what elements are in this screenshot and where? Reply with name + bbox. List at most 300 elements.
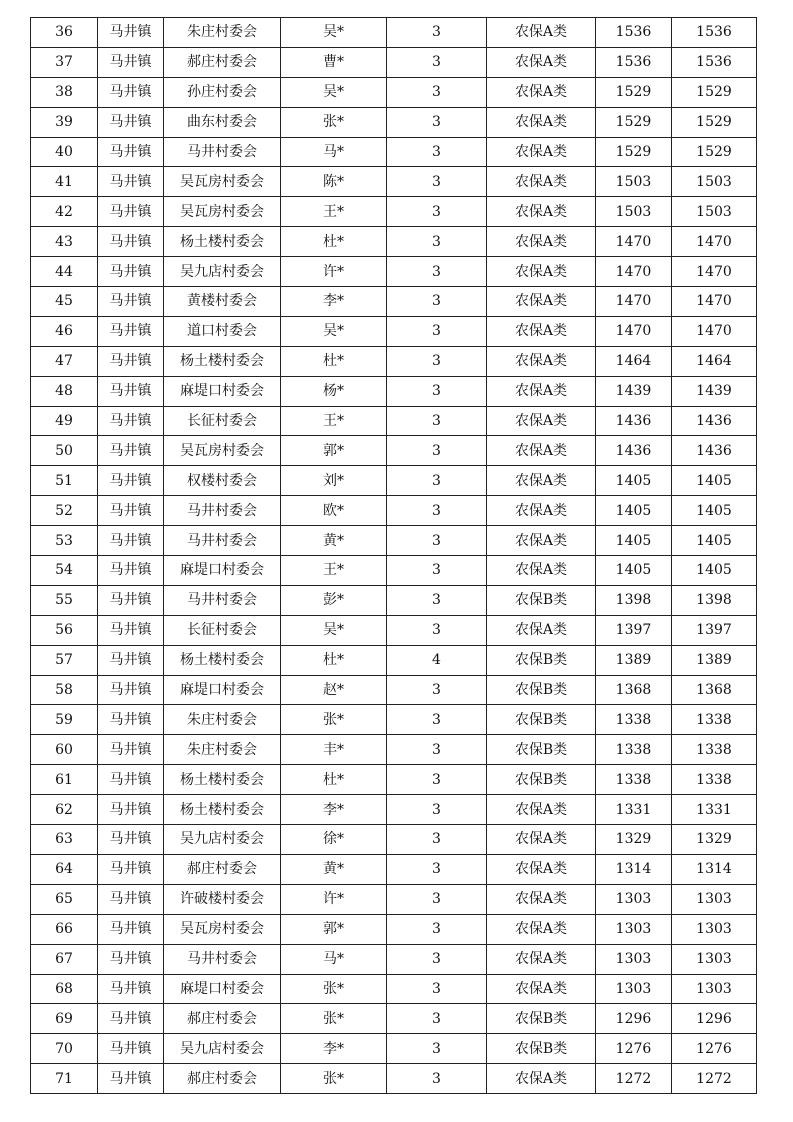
amount-cell: 1439: [596, 376, 672, 406]
town-cell: 马井镇: [98, 854, 164, 884]
table-row: [31, 675, 757, 705]
insurance-category-cell: 农保A类: [487, 556, 596, 586]
total-amount-cell: 1405: [672, 466, 757, 496]
insurance-category-cell: 农保A类: [487, 376, 596, 406]
town-cell: 马井镇: [98, 18, 164, 48]
row-number-cell: 49: [31, 406, 98, 436]
village-committee-cell: 朱庄村委会: [164, 18, 281, 48]
amount-cell: 1536: [596, 18, 672, 48]
total-amount-cell: 1368: [672, 675, 757, 705]
row-number-cell: 58: [31, 675, 98, 705]
total-amount-cell: 1398: [672, 585, 757, 615]
village-committee-cell: 马井村委会: [164, 944, 281, 974]
table-row: [31, 974, 757, 1004]
table-row: [31, 526, 757, 556]
amount-cell: 1503: [596, 197, 672, 227]
table-row: [31, 765, 757, 795]
count-cell: 3: [387, 526, 487, 556]
total-amount-cell: 1303: [672, 944, 757, 974]
row-number-cell: 67: [31, 944, 98, 974]
total-amount-cell: 1338: [672, 735, 757, 765]
count-cell: 3: [387, 1064, 487, 1094]
insurance-category-cell: 农保B类: [487, 585, 596, 615]
village-committee-cell: 麻堤口村委会: [164, 556, 281, 586]
amount-cell: 1405: [596, 466, 672, 496]
town-cell: 马井镇: [98, 167, 164, 197]
count-cell: 3: [387, 1004, 487, 1034]
amount-cell: 1389: [596, 645, 672, 675]
town-cell: 马井镇: [98, 974, 164, 1004]
town-cell: 马井镇: [98, 735, 164, 765]
row-number-cell: 44: [31, 257, 98, 287]
row-number-cell: 42: [31, 197, 98, 227]
total-amount-cell: 1303: [672, 974, 757, 1004]
insurance-category-cell: 农保A类: [487, 107, 596, 137]
total-amount-cell: 1331: [672, 795, 757, 825]
table-row: [31, 705, 757, 735]
insurance-category-cell: 农保A类: [487, 974, 596, 1004]
count-cell: 3: [387, 615, 487, 645]
total-amount-cell: 1296: [672, 1004, 757, 1034]
village-committee-cell: 麻堤口村委会: [164, 376, 281, 406]
count-cell: 3: [387, 287, 487, 317]
row-number-cell: 43: [31, 227, 98, 257]
town-cell: 马井镇: [98, 406, 164, 436]
amount-cell: 1436: [596, 406, 672, 436]
amount-cell: 1303: [596, 914, 672, 944]
village-committee-cell: 道口村委会: [164, 316, 281, 346]
row-number-cell: 39: [31, 107, 98, 137]
count-cell: 3: [387, 556, 487, 586]
total-amount-cell: 1405: [672, 526, 757, 556]
total-amount-cell: 1303: [672, 914, 757, 944]
count-cell: 3: [387, 316, 487, 346]
total-amount-cell: 1470: [672, 287, 757, 317]
row-number-cell: 52: [31, 496, 98, 526]
insurance-category-cell: 农保A类: [487, 316, 596, 346]
amount-cell: 1503: [596, 167, 672, 197]
village-committee-cell: 曲东村委会: [164, 107, 281, 137]
insurance-category-cell: 农保A类: [487, 287, 596, 317]
name-cell: 黄*: [281, 854, 387, 884]
name-cell: 吴*: [281, 77, 387, 107]
amount-cell: 1470: [596, 316, 672, 346]
insurance-category-cell: 农保A类: [487, 18, 596, 48]
village-committee-cell: 杨土楼村委会: [164, 795, 281, 825]
town-cell: 马井镇: [98, 914, 164, 944]
name-cell: 刘*: [281, 466, 387, 496]
amount-cell: 1397: [596, 615, 672, 645]
town-cell: 马井镇: [98, 765, 164, 795]
total-amount-cell: 1439: [672, 376, 757, 406]
table-row: [31, 18, 757, 48]
name-cell: 马*: [281, 137, 387, 167]
table-row: [31, 346, 757, 376]
village-committee-cell: 吴九店村委会: [164, 825, 281, 855]
town-cell: 马井镇: [98, 346, 164, 376]
village-committee-cell: 吴瓦房村委会: [164, 914, 281, 944]
village-committee-cell: 郝庄村委会: [164, 1004, 281, 1034]
total-amount-cell: 1338: [672, 765, 757, 795]
village-committee-cell: 黄楼村委会: [164, 287, 281, 317]
row-number-cell: 50: [31, 436, 98, 466]
total-amount-cell: 1405: [672, 556, 757, 586]
total-amount-cell: 1329: [672, 825, 757, 855]
count-cell: 3: [387, 765, 487, 795]
count-cell: 3: [387, 47, 487, 77]
row-number-cell: 56: [31, 615, 98, 645]
town-cell: 马井镇: [98, 884, 164, 914]
table-row: [31, 1034, 757, 1064]
amount-cell: 1329: [596, 825, 672, 855]
insurance-category-cell: 农保B类: [487, 735, 596, 765]
row-number-cell: 55: [31, 585, 98, 615]
amount-cell: 1529: [596, 77, 672, 107]
amount-cell: 1405: [596, 556, 672, 586]
insurance-category-cell: 农保A类: [487, 47, 596, 77]
amount-cell: 1368: [596, 675, 672, 705]
name-cell: 张*: [281, 974, 387, 1004]
insurance-category-cell: 农保A类: [487, 944, 596, 974]
table-row: [31, 556, 757, 586]
insurance-category-cell: 农保A类: [487, 137, 596, 167]
count-cell: 3: [387, 914, 487, 944]
amount-cell: 1470: [596, 287, 672, 317]
amount-cell: 1303: [596, 974, 672, 1004]
town-cell: 马井镇: [98, 257, 164, 287]
village-committee-cell: 吴九店村委会: [164, 257, 281, 287]
total-amount-cell: 1389: [672, 645, 757, 675]
town-cell: 马井镇: [98, 197, 164, 227]
name-cell: 陈*: [281, 167, 387, 197]
table-row: [31, 735, 757, 765]
total-amount-cell: 1536: [672, 18, 757, 48]
amount-cell: 1338: [596, 705, 672, 735]
village-committee-cell: 麻堤口村委会: [164, 974, 281, 1004]
row-number-cell: 70: [31, 1034, 98, 1064]
row-number-cell: 45: [31, 287, 98, 317]
count-cell: 3: [387, 257, 487, 287]
table-row: [31, 884, 757, 914]
town-cell: 马井镇: [98, 705, 164, 735]
table-row: [31, 615, 757, 645]
insurance-category-cell: 农保A类: [487, 436, 596, 466]
count-cell: 3: [387, 346, 487, 376]
town-cell: 马井镇: [98, 316, 164, 346]
row-number-cell: 61: [31, 765, 98, 795]
name-cell: 张*: [281, 1004, 387, 1034]
village-committee-cell: 杨土楼村委会: [164, 765, 281, 795]
name-cell: 马*: [281, 944, 387, 974]
village-committee-cell: 郝庄村委会: [164, 854, 281, 884]
village-committee-cell: 长征村委会: [164, 615, 281, 645]
amount-cell: 1314: [596, 854, 672, 884]
count-cell: 3: [387, 884, 487, 914]
amount-cell: 1405: [596, 526, 672, 556]
town-cell: 马井镇: [98, 825, 164, 855]
town-cell: 马井镇: [98, 795, 164, 825]
name-cell: 郭*: [281, 436, 387, 466]
row-number-cell: 71: [31, 1064, 98, 1094]
amount-cell: 1331: [596, 795, 672, 825]
insurance-category-cell: 农保B类: [487, 645, 596, 675]
count-cell: 3: [387, 585, 487, 615]
table-row: [31, 107, 757, 137]
table-row: [31, 1004, 757, 1034]
name-cell: 王*: [281, 197, 387, 227]
insurance-category-cell: 农保A类: [487, 1064, 596, 1094]
insurance-category-cell: 农保A类: [487, 466, 596, 496]
insurance-category-cell: 农保A类: [487, 227, 596, 257]
table-row: [31, 287, 757, 317]
town-cell: 马井镇: [98, 675, 164, 705]
count-cell: 3: [387, 974, 487, 1004]
amount-cell: 1529: [596, 107, 672, 137]
name-cell: 王*: [281, 556, 387, 586]
total-amount-cell: 1470: [672, 316, 757, 346]
row-number-cell: 62: [31, 795, 98, 825]
table-row: [31, 914, 757, 944]
roster-table: [30, 17, 757, 1094]
amount-cell: 1272: [596, 1064, 672, 1094]
row-number-cell: 60: [31, 735, 98, 765]
total-amount-cell: 1464: [672, 346, 757, 376]
insurance-category-cell: 农保A类: [487, 167, 596, 197]
village-committee-cell: 郝庄村委会: [164, 47, 281, 77]
table-row: [31, 466, 757, 496]
village-committee-cell: 杨土楼村委会: [164, 227, 281, 257]
amount-cell: 1464: [596, 346, 672, 376]
village-committee-cell: 长征村委会: [164, 406, 281, 436]
count-cell: 3: [387, 197, 487, 227]
amount-cell: 1303: [596, 944, 672, 974]
town-cell: 马井镇: [98, 107, 164, 137]
name-cell: 黄*: [281, 526, 387, 556]
village-committee-cell: 杨土楼村委会: [164, 346, 281, 376]
name-cell: 杜*: [281, 645, 387, 675]
name-cell: 徐*: [281, 825, 387, 855]
table-row: [31, 436, 757, 466]
name-cell: 张*: [281, 107, 387, 137]
row-number-cell: 66: [31, 914, 98, 944]
table-row: [31, 1064, 757, 1094]
row-number-cell: 46: [31, 316, 98, 346]
town-cell: 马井镇: [98, 556, 164, 586]
row-number-cell: 38: [31, 77, 98, 107]
village-committee-cell: 马井村委会: [164, 137, 281, 167]
table-row: [31, 645, 757, 675]
row-number-cell: 53: [31, 526, 98, 556]
row-number-cell: 40: [31, 137, 98, 167]
name-cell: 丰*: [281, 735, 387, 765]
count-cell: 3: [387, 1034, 487, 1064]
village-committee-cell: 孙庄村委会: [164, 77, 281, 107]
table-row: [31, 197, 757, 227]
amount-cell: 1338: [596, 735, 672, 765]
count-cell: 3: [387, 735, 487, 765]
count-cell: 3: [387, 825, 487, 855]
village-committee-cell: 吴瓦房村委会: [164, 197, 281, 227]
row-number-cell: 54: [31, 556, 98, 586]
total-amount-cell: 1529: [672, 107, 757, 137]
count-cell: 3: [387, 496, 487, 526]
insurance-category-cell: 农保A类: [487, 346, 596, 376]
count-cell: 3: [387, 227, 487, 257]
village-committee-cell: 马井村委会: [164, 526, 281, 556]
row-number-cell: 65: [31, 884, 98, 914]
name-cell: 赵*: [281, 675, 387, 705]
total-amount-cell: 1405: [672, 496, 757, 526]
village-committee-cell: 郝庄村委会: [164, 1064, 281, 1094]
table-row: [31, 944, 757, 974]
name-cell: 许*: [281, 257, 387, 287]
count-cell: 3: [387, 18, 487, 48]
insurance-category-cell: 农保A类: [487, 496, 596, 526]
name-cell: 彭*: [281, 585, 387, 615]
count-cell: 3: [387, 137, 487, 167]
row-number-cell: 57: [31, 645, 98, 675]
table-row: [31, 47, 757, 77]
town-cell: 马井镇: [98, 77, 164, 107]
table-row: [31, 825, 757, 855]
row-number-cell: 68: [31, 974, 98, 1004]
name-cell: 李*: [281, 1034, 387, 1064]
town-cell: 马井镇: [98, 585, 164, 615]
village-committee-cell: 吴瓦房村委会: [164, 436, 281, 466]
insurance-category-cell: 农保A类: [487, 914, 596, 944]
town-cell: 马井镇: [98, 436, 164, 466]
table-row: [31, 316, 757, 346]
town-cell: 马井镇: [98, 47, 164, 77]
name-cell: 王*: [281, 406, 387, 436]
total-amount-cell: 1529: [672, 77, 757, 107]
insurance-category-cell: 农保A类: [487, 406, 596, 436]
name-cell: 许*: [281, 884, 387, 914]
table-row: [31, 406, 757, 436]
table-row: [31, 795, 757, 825]
count-cell: 3: [387, 944, 487, 974]
amount-cell: 1470: [596, 257, 672, 287]
table-row: [31, 257, 757, 287]
amount-cell: 1529: [596, 137, 672, 167]
table-row: [31, 227, 757, 257]
amount-cell: 1303: [596, 884, 672, 914]
amount-cell: 1536: [596, 47, 672, 77]
table-row: [31, 167, 757, 197]
name-cell: 李*: [281, 795, 387, 825]
total-amount-cell: 1338: [672, 705, 757, 735]
row-number-cell: 48: [31, 376, 98, 406]
insurance-category-cell: 农保A类: [487, 825, 596, 855]
name-cell: 杜*: [281, 227, 387, 257]
village-committee-cell: 马井村委会: [164, 496, 281, 526]
insurance-category-cell: 农保A类: [487, 77, 596, 107]
row-number-cell: 36: [31, 18, 98, 48]
count-cell: 3: [387, 795, 487, 825]
name-cell: 吴*: [281, 18, 387, 48]
table-row: [31, 376, 757, 406]
count-cell: 3: [387, 854, 487, 884]
total-amount-cell: 1470: [672, 257, 757, 287]
row-number-cell: 63: [31, 825, 98, 855]
count-cell: 3: [387, 705, 487, 735]
row-number-cell: 64: [31, 854, 98, 884]
count-cell: 3: [387, 466, 487, 496]
insurance-category-cell: 农保B类: [487, 675, 596, 705]
total-amount-cell: 1470: [672, 227, 757, 257]
town-cell: 马井镇: [98, 496, 164, 526]
town-cell: 马井镇: [98, 645, 164, 675]
town-cell: 马井镇: [98, 1034, 164, 1064]
name-cell: 杨*: [281, 376, 387, 406]
name-cell: 欧*: [281, 496, 387, 526]
roster-table-body: [31, 18, 757, 1094]
insurance-category-cell: 农保A类: [487, 854, 596, 884]
amount-cell: 1338: [596, 765, 672, 795]
amount-cell: 1436: [596, 436, 672, 466]
town-cell: 马井镇: [98, 944, 164, 974]
town-cell: 马井镇: [98, 137, 164, 167]
table-row: [31, 137, 757, 167]
town-cell: 马井镇: [98, 526, 164, 556]
amount-cell: 1470: [596, 227, 672, 257]
amount-cell: 1398: [596, 585, 672, 615]
town-cell: 马井镇: [98, 1004, 164, 1034]
insurance-category-cell: 农保A类: [487, 795, 596, 825]
insurance-category-cell: 农保A类: [487, 197, 596, 227]
town-cell: 马井镇: [98, 376, 164, 406]
count-cell: 3: [387, 436, 487, 466]
total-amount-cell: 1529: [672, 137, 757, 167]
name-cell: 杜*: [281, 346, 387, 376]
village-committee-cell: 许破楼村委会: [164, 884, 281, 914]
row-number-cell: 47: [31, 346, 98, 376]
town-cell: 马井镇: [98, 615, 164, 645]
insurance-category-cell: 农保B类: [487, 705, 596, 735]
row-number-cell: 69: [31, 1004, 98, 1034]
amount-cell: 1276: [596, 1034, 672, 1064]
count-cell: 3: [387, 406, 487, 436]
total-amount-cell: 1303: [672, 884, 757, 914]
insurance-category-cell: 农保B类: [487, 765, 596, 795]
name-cell: 吴*: [281, 615, 387, 645]
row-number-cell: 59: [31, 705, 98, 735]
table-row: [31, 585, 757, 615]
name-cell: 张*: [281, 705, 387, 735]
village-committee-cell: 朱庄村委会: [164, 735, 281, 765]
village-committee-cell: 朱庄村委会: [164, 705, 281, 735]
insurance-category-cell: 农保A类: [487, 884, 596, 914]
count-cell: 4: [387, 645, 487, 675]
name-cell: 曹*: [281, 47, 387, 77]
count-cell: 3: [387, 167, 487, 197]
insurance-category-cell: 农保B类: [487, 1004, 596, 1034]
total-amount-cell: 1503: [672, 197, 757, 227]
village-committee-cell: 吴瓦房村委会: [164, 167, 281, 197]
village-committee-cell: 吴九店村委会: [164, 1034, 281, 1064]
town-cell: 马井镇: [98, 466, 164, 496]
town-cell: 马井镇: [98, 287, 164, 317]
amount-cell: 1296: [596, 1004, 672, 1034]
total-amount-cell: 1397: [672, 615, 757, 645]
count-cell: 3: [387, 376, 487, 406]
village-committee-cell: 权楼村委会: [164, 466, 281, 496]
town-cell: 马井镇: [98, 227, 164, 257]
table-row: [31, 77, 757, 107]
insurance-category-cell: 农保A类: [487, 257, 596, 287]
total-amount-cell: 1436: [672, 406, 757, 436]
name-cell: 吴*: [281, 316, 387, 346]
